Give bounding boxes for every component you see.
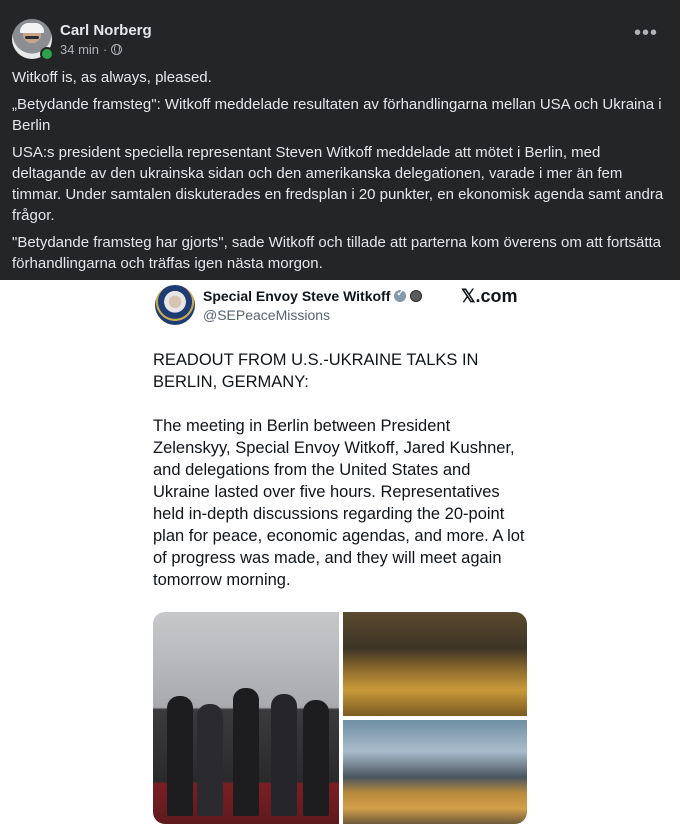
post-paragraph: "Betydande framsteg har gjorts", sade Witkoff och tillade att parterna kom överens om att fortsätta förhandlingarna och träffas igen nästa morgon. <box>12 234 662 272</box>
globe-icon[interactable] <box>111 44 122 55</box>
facebook-post <box>0 0 680 280</box>
author-name[interactable]: Carl Norberg <box>60 22 152 39</box>
verified-icon <box>394 290 406 302</box>
post-paragraph: „Betydande framsteg": Witkoff meddelade resultaten av förhandlingarna mellan USA och Ukraina i Berlin <box>12 96 662 134</box>
photo-officials-standing <box>153 612 339 824</box>
tweet-photos <box>153 612 527 824</box>
tweet-author <box>203 288 422 304</box>
gov-badge-icon <box>410 290 422 302</box>
photo-meeting-table <box>343 612 527 716</box>
meta-separator: · <box>103 42 108 57</box>
tweet-author-name: Special Envoy Steve Witkoff <box>203 288 391 304</box>
post-text <box>12 67 668 280</box>
x-logo: 𝕏.com <box>461 286 518 306</box>
post-meta <box>60 42 122 57</box>
embedded-tweet-image[interactable] <box>135 280 535 830</box>
tweet-headline: READOUT FROM U.S.-UKRAINE TALKS IN BERLIN, GERMANY: <box>153 351 479 391</box>
online-status-dot <box>40 47 54 61</box>
more-icon[interactable]: ••• <box>633 22 658 44</box>
post-paragraph: Witkoff is, as always, pleased. <box>12 69 212 86</box>
tweet-avatar <box>155 285 195 325</box>
tweet-handle: @SEPeaceMissions <box>203 307 331 323</box>
post-paragraph: USA:s president speciella representant Steven Witkoff meddelade att mötet i Berlin, med deltagande av den ukrainska sidan och den amerikanska delegationen, varade i mer än fem timmar. Under samtalen diskuterades en fredsplan i 20 punkter, en ekonomisk agenda samt andra frågor. <box>12 144 664 224</box>
photo-meeting-room <box>343 720 527 824</box>
post-time[interactable]: 34 min <box>60 42 100 57</box>
tweet-body <box>153 349 525 613</box>
tweet-text: The meeting in Berlin between President Zelenskyy, Special Envoy Witkoff, Jared Kushner, and delegations from the United States and Ukraine lasted over five hours. Representatives held in-depth discussions regarding the 20-point plan for peace, economic agendas, and more. A lot of progress was made, and they will meet again tomorrow morning. <box>153 417 525 589</box>
photo-column <box>343 612 527 824</box>
